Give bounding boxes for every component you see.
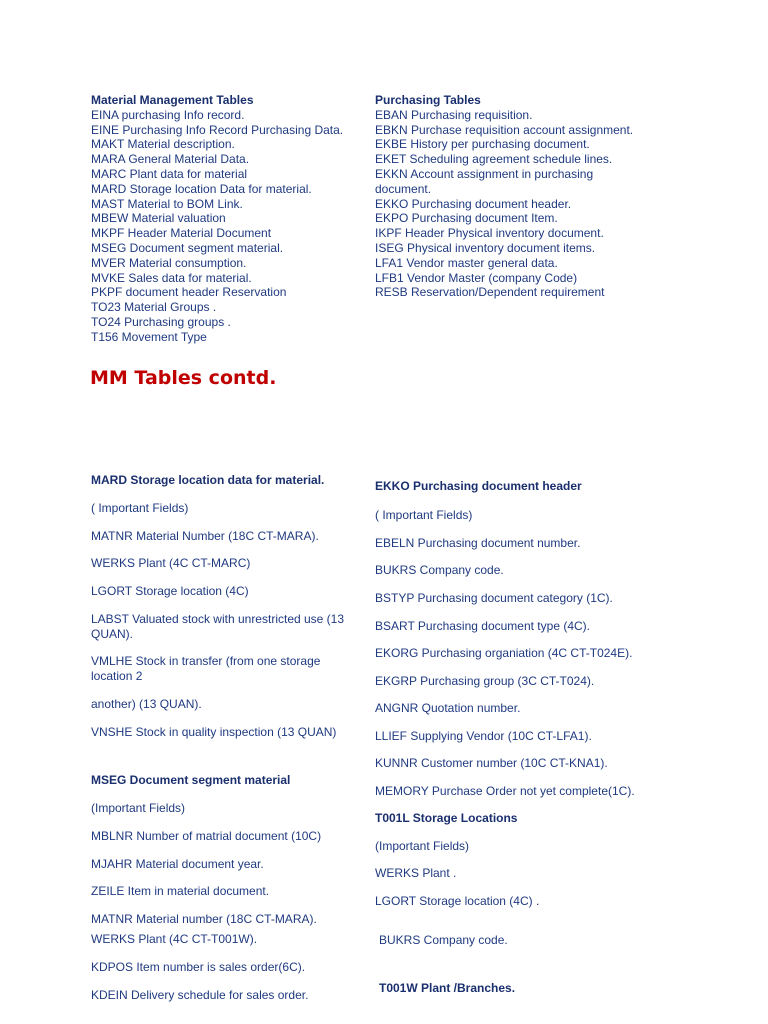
mm-tables-list [91,93,376,345]
list-item: TO24 Purchasing groups . [91,314,231,329]
field-item: EBELN Purchasing document number. [375,536,581,550]
list-item: EKKO Purchasing document header. [375,196,572,211]
field-item: LLIEF Supplying Vendor (10C CT-LFA1). [375,729,592,743]
field-item: KDPOS Item number is sales order(6C). [91,960,306,974]
t001w-heading: T001W Plant /Branches. [379,981,516,995]
field-item: WERKS Plant (4C CT-MARC) [91,556,251,570]
field-item: MJAHR Material document year. [91,857,264,871]
list-item: MVKE Sales data for material. [91,270,252,285]
field-item: LABST Valuated stock with unrestricted use (13 QUAN). [91,612,345,641]
list-item: ISEG Physical inventory document items. [375,240,596,255]
list-item: RESB Reservation/Dependent requirement [375,285,605,300]
mseg-heading: MSEG Document segment material [91,773,291,787]
list-item: EKKN Account assignment in purchasing document. [375,166,594,196]
list-item: MBEW Material valuation [91,211,226,226]
list-item: EINE Purchasing Info Record Purchasing Data. [91,122,344,137]
purchasing-tables-list [375,93,635,300]
field-item: WERKS Plant (4C CT-T001W). [91,932,258,946]
field-item: ( Important Fields) [375,508,473,522]
list-item: PKPF document header Reservation [91,285,287,300]
list-item: MARD Storage location Data for material. [91,181,312,196]
list-item: T156 Movement Type [91,329,207,344]
mm-tables-heading: Material Management Tables [91,93,254,107]
field-item: WERKS Plant . [375,866,457,880]
list-item: TO23 Material Groups . [91,300,217,315]
list-item: MARC Plant data for material [91,166,248,181]
list-item: EKPO Purchasing document Item. [375,211,558,226]
field-item: LGORT Storage location (4C) [91,584,249,598]
list-item: MARA General Material Data. [91,152,250,167]
field-item: EKGRP Purchasing group (3C CT-T024). [375,674,595,688]
list-item: MKPF Header Material Document [91,226,272,241]
field-item: BSART Purchasing document type (4C). [375,619,590,633]
list-item: LFA1 Vendor master general data. [375,255,558,270]
list-item: MAKT Material description. [91,137,235,152]
field-item: BUKRS Company code. [379,933,508,947]
list-item: EBKN Purchase requisition account assignment. [375,122,634,137]
field-item: EKORG Purchasing organiation (4C CT-T024E). [375,646,633,660]
field-item: ANGNR Quotation number. [375,701,521,715]
field-item: ( Important Fields) [91,501,189,515]
field-item: KDEIN Delivery schedule for sales order. [91,988,309,1002]
list-item: MVER Material consumption. [91,255,247,270]
t001l-heading: T001L Storage Locations [375,811,518,825]
purchasing-tables-heading: Purchasing Tables [375,93,481,107]
list-item: MSEG Document segment material. [91,240,284,255]
section-title: MM Tables contd. [90,367,277,389]
field-item: VMLHE Stock in transfer (from one storage location 2 [91,654,321,683]
list-item: MAST Material to BOM Link. [91,196,243,211]
field-item: VNSHE Stock in quality inspection (13 QUAN) [91,725,337,739]
field-item: (Important Fields) [91,801,186,815]
field-item: MBLNR Number of matrial document (10C) [91,829,322,843]
field-item: KUNNR Customer number (10C CT-KNA1). [375,756,608,770]
field-item: LGORT Storage location (4C) . [375,894,540,908]
list-item: EKET Scheduling agreement schedule lines. [375,152,613,167]
field-item: ZEILE Item in material document. [91,884,270,898]
field-item: BSTYP Purchasing document category (1C). [375,591,613,605]
field-item: MEMORY Purchase Order not yet complete(1C). [375,784,635,798]
field-item: MATNR Material number (18C CT-MARA). [91,912,317,926]
list-item: EKBE History per purchasing document. [375,137,590,152]
ekko-heading: EKKO Purchasing document header [375,479,582,493]
field-item: (Important Fields) [375,839,470,853]
list-item: EINA purchasing Info record. [91,107,245,122]
list-item: EBAN Purchasing requisition. [375,107,533,122]
list-item: LFB1 Vendor Master (company Code) [375,270,578,285]
field-item: another) (13 QUAN). [91,697,202,711]
field-item: MATNR Material Number (18C CT-MARA). [91,529,319,543]
mard-heading: MARD Storage location data for material. [91,473,325,487]
field-item: BUKRS Company code. [375,563,504,577]
list-item: IKPF Header Physical inventory document. [375,226,604,241]
